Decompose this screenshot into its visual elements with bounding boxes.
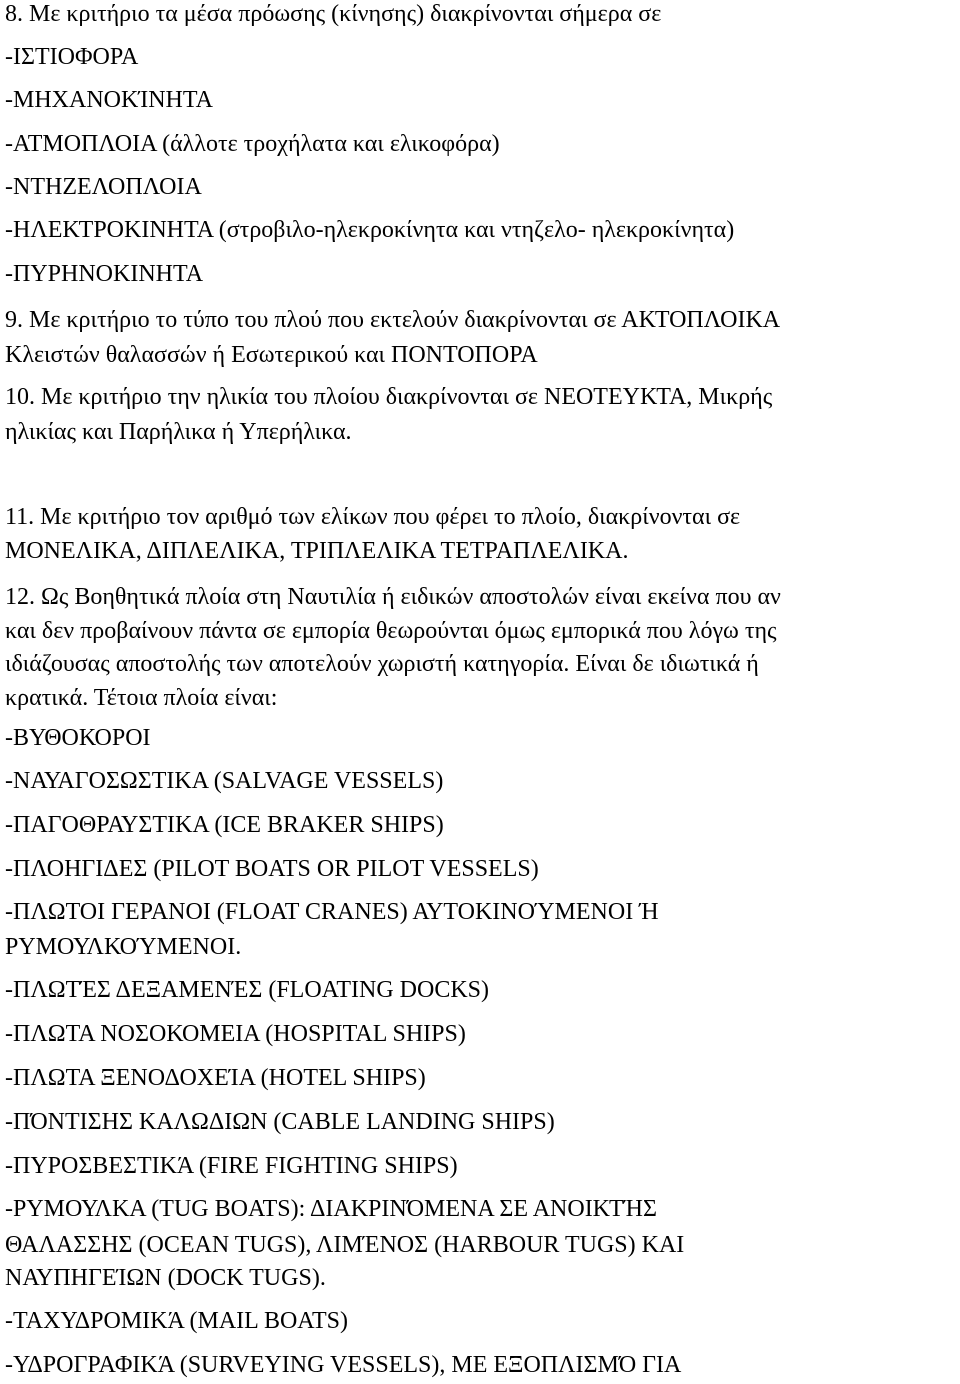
- text-line: 9. Με κριτήριο το τύπο του πλού που εκτελούν διακρίνονται σε ΑΚΤΟΠΛΟΙΚΑ: [5, 307, 781, 333]
- text-line: -ΠΑΓΟΘΡΑΥΣΤΙΚΑ (ICE BRAKER SHIPS): [5, 812, 444, 838]
- text-line: -ΑΤΜΟΠΛΟΙΑ (άλλοτε τροχήλατα και ελικοφόρα): [5, 131, 500, 157]
- text-line: -ΠΛΩΤΈΣ ΔΕΞΑΜΕΝΈΣ (FLOATING DOCKS): [5, 977, 489, 1003]
- text-line: -ΝΑΥΑΓΟΣΩΣΤΙΚΑ (SALVAGE VESSELS): [5, 768, 444, 794]
- text-line: ιδιάζουσας αποστολής των αποτελούν χωριστή κατηγορία. Είναι δε ιδιωτικά ή: [5, 651, 759, 677]
- text-line: ηλικίας και Παρήλικα ή Υπερήλικα.: [5, 419, 352, 445]
- text-line: ΘΑΛΑΣΣΗΣ (OCEAN TUGS), ΛΙΜΈΝΟΣ (HARBOUR TUGS) ΚΑΙ: [5, 1232, 685, 1258]
- text-line: ΜΟΝΕΛΙΚΑ, ΔΙΠΛΕΛΙΚΑ, ΤΡΙΠΛΕΛΙΚΑ ΤΕΤΡΑΠΛΕΛΙΚΑ.: [5, 538, 629, 564]
- text-line: -ΙΣΤΙΟΦΟΡΑ: [5, 44, 139, 70]
- text-line: -ΠΌΝΤΙΣΗΣ ΚΑΛΩΔΙΩΝ (CABLE LANDING SHIPS): [5, 1109, 555, 1135]
- text-line: κρατικά. Τέτοια πλοία είναι:: [5, 685, 278, 711]
- text-line: -ΠΛΩΤΑ ΝΟΣΟΚΟΜΕΙΑ (HOSPITAL SHIPS): [5, 1021, 466, 1047]
- text-line: -ΠΥΡΗΝΟΚΙΝΗΤΑ: [5, 261, 204, 287]
- text-line: -ΜΗΧΑΝΟΚΊΝΗΤΑ: [5, 87, 213, 113]
- text-line: -ΗΛΕΚΤΡΟΚΙΝΗΤΑ (στροβιλο-ηλεκροκίνητα και ντηζελο- ηλεκροκίνητα): [5, 217, 735, 243]
- text-line: ΝΑΥΠΗΓΕΊΩΝ (DOCK TUGS).: [5, 1265, 326, 1291]
- text-line: και δεν προβαίνουν πάντα σε εμπορία θεωρούνται όμως εμπορικά που λόγω της: [5, 618, 777, 644]
- text-line: 10. Με κριτήριο την ηλικία του πλοίου διακρίνονται σε ΝΕΟΤΕΥΚΤΑ, Μικρής: [5, 384, 773, 410]
- text-line: ΡΥΜΟΥΛΚΟΎΜΕΝΟΙ.: [5, 934, 242, 960]
- text-line: -ΠΥΡΟΣΒΕΣΤΙΚΆ (FIRE FIGHTING SHIPS): [5, 1153, 458, 1179]
- text-line: 12. Ως Βοηθητικά πλοία στη Ναυτιλία ή ειδικών αποστολών είναι εκείνα που αν: [5, 584, 781, 610]
- text-line: -ΒΥΘΟΚΟΡΟΙ: [5, 725, 151, 751]
- text-line: 11. Με κριτήριο τον αριθμό των ελίκων που φέρει το πλοίο, διακρίνονται σε: [5, 504, 741, 530]
- text-line: -ΤΑΧΥΔΡΟΜΙΚΆ (MAIL BOATS): [5, 1308, 348, 1334]
- text-line: -ΠΛΟΗΓΙΔΕΣ (PILOT BOATS OR PILOT VESSELS): [5, 856, 539, 882]
- text-line: Κλειστών θαλασσών ή Εσωτερικού και ΠΟΝΤΟΠΟΡΑ: [5, 342, 538, 368]
- text-line: -ΠΛΩΤΟΙ ΓΕΡΑΝΟΙ (FLOAT CRANES) ΑΥΤΟΚΙΝΟΎΜΕΝΟΙ Ή: [5, 899, 659, 925]
- text-line: 8. Με κριτήριο τα μέσα πρόωσης (κίνησης) διακρίνονται σήμερα σε: [5, 1, 662, 27]
- text-line: -ΝΤΗΖΕΛΟΠΛΟΙΑ: [5, 174, 202, 200]
- text-line: -ΠΛΩΤΑ ΞΕΝΟΔΟΧΕΊΑ (HOTEL SHIPS): [5, 1065, 426, 1091]
- text-line: -ΡΥΜΟΥΛΚΑ (TUG BOATS): ΔΙΑΚΡΙΝΌΜΕΝΑ ΣΕ ΑΝΟΙΚΤΉΣ: [5, 1196, 657, 1222]
- text-line: -ΥΔΡΟΓΡΑΦΙΚΆ (SURVEYING VESSELS), ΜΕ ΕΞΟΠΛΙΣΜΌ ΓΙΑ: [5, 1352, 682, 1378]
